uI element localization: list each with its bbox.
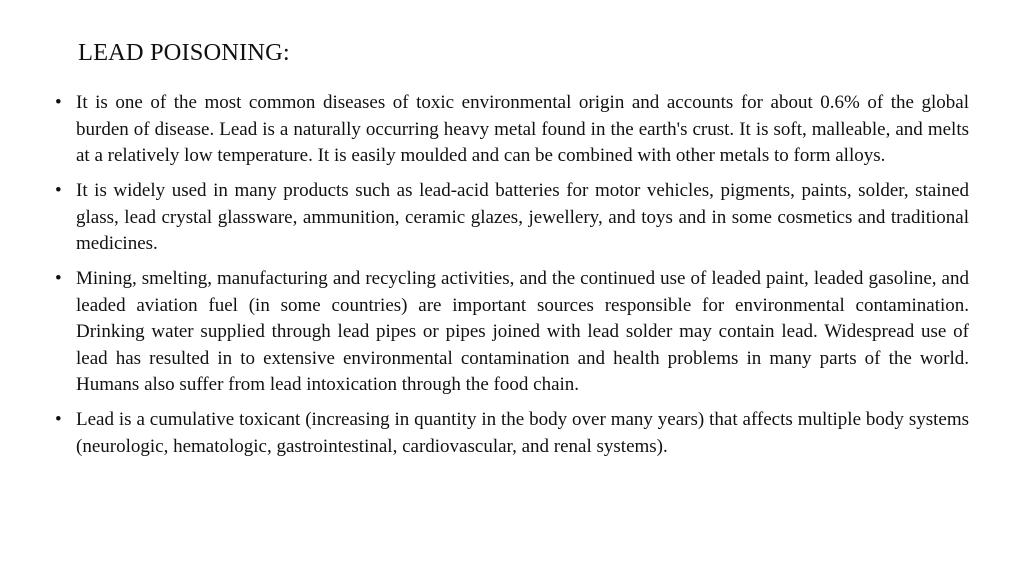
bullet-dot-icon: • (55, 409, 62, 430)
slide-title: LEAD POISONING: (78, 39, 290, 66)
bullet-text: Mining, smelting, manufacturing and recycling activities, and the continued use of leaded paint, leaded gasoline, and leaded aviation fuel (in some countries) are important sources responsible for environmental contamination. Drinking water supplied through lead pipes or pipes joined with lead solder may contain lead. Widespread use of lead has resulted in to extensive environmental contamination and health problems in many parts of the world. Humans also suffer from lead intoxication through the food chain. (76, 268, 969, 395)
bullet-dot-icon: • (55, 92, 62, 113)
bullet-text: Lead is a cumulative toxicant (increasing in quantity in the body over many years) that affects multiple body systems (neurologic, hematologic, gastrointestinal, cardiovascular, and renal systems). (76, 409, 969, 457)
bullet-item (55, 90, 969, 170)
bullet-item (55, 407, 969, 460)
bullet-text: It is one of the most common diseases of toxic environmental origin and accounts for about 0.6% of the global burden of disease. Lead is a naturally occurring heavy metal found in the earth's crust. It is soft, malleable, and melts at a relatively low temperature. It is easily moulded and can be combined with other metals to form alloys. (76, 92, 969, 166)
bullet-item (55, 266, 969, 399)
bullet-list (55, 90, 969, 469)
bullet-text: It is widely used in many products such as lead-acid batteries for motor vehicles, pigments, paints, solder, stained glass, lead crystal glassware, ammunition, ceramic glazes, jewellery, and toys and in some cosmetics and traditional medicines. (76, 180, 969, 254)
bullet-dot-icon: • (55, 268, 62, 289)
bullet-item (55, 178, 969, 258)
bullet-dot-icon: • (55, 180, 62, 201)
